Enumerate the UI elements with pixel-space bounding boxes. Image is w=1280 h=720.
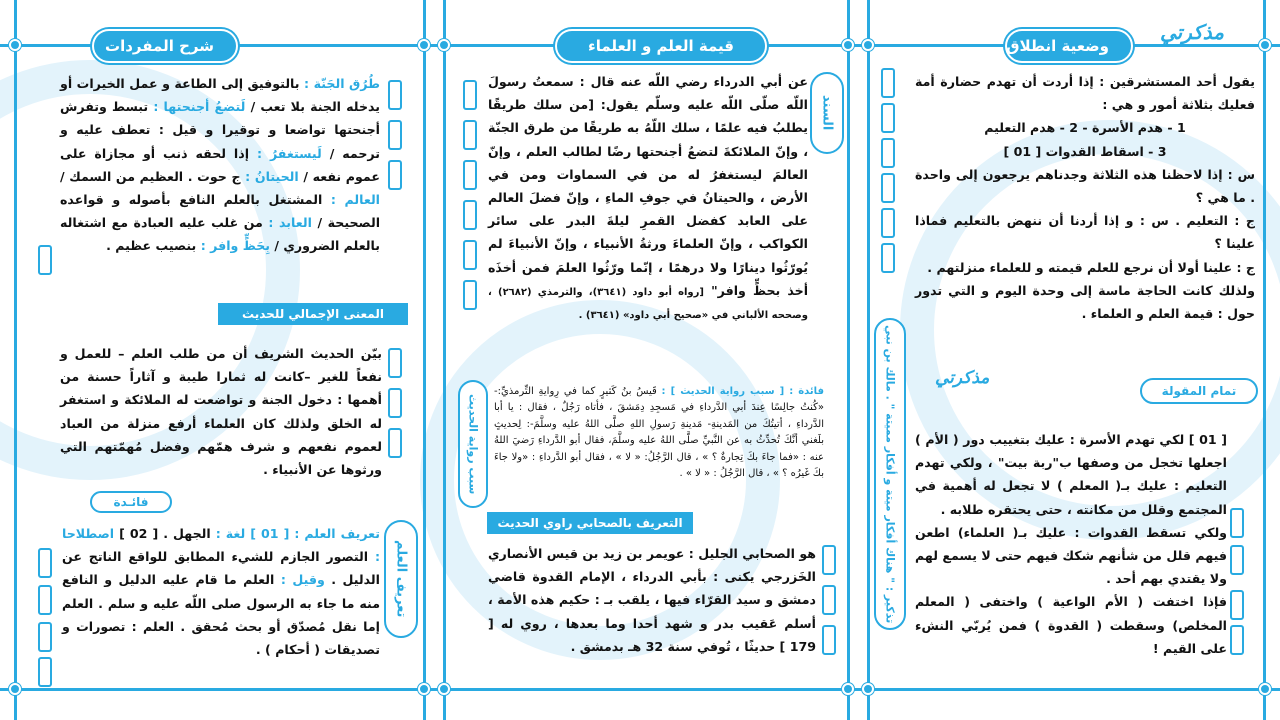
definition-side-label: تعريف العلم <box>384 520 418 638</box>
section-title-vocab: شرح المفردات <box>92 29 238 63</box>
margin-tab <box>1230 508 1244 538</box>
divider-left-2 <box>443 0 446 720</box>
margin-tab <box>822 585 836 615</box>
hadith-text <box>488 70 808 325</box>
knowledge-definition <box>62 522 380 661</box>
definition-lugha: الجهل . [ 02 ] <box>119 526 211 541</box>
quote-part: ولكي تسقط القدوات : عليك بـ( العلماء) اطعن فيهم قلل من شأنهم شكك فيهم حتى لا يسمع لهم ولا يقتدي بهم أحد . <box>915 524 1227 587</box>
frame-dot <box>9 683 21 695</box>
frame-dot <box>1259 683 1271 695</box>
margin-tab <box>881 68 895 98</box>
margin-tab <box>463 280 477 310</box>
margin-tab <box>388 388 402 418</box>
margin-tab <box>463 80 477 110</box>
bottom-rule <box>0 688 1280 691</box>
frame-dot <box>418 683 430 695</box>
margin-tab <box>1230 625 1244 655</box>
margin-tab <box>388 348 402 378</box>
quote-part: فإذا اختفت ( الأم الواعية ) واختفى ( المعلم المخلص) وسقطت ( القدوة ) فمن يُربّي النشء على القيم ! <box>915 594 1227 656</box>
margin-tab <box>463 160 477 190</box>
margin-tab <box>38 622 52 652</box>
vocab-word: العالم : <box>330 192 380 208</box>
vocab-word: طُرُق الجَنّة : <box>304 76 380 91</box>
sub-title-ijmal: المعنى الإجمالي للحديث <box>218 303 408 325</box>
vocab-word: بِحَظٍّ وافر : <box>200 238 271 254</box>
benefit-text: قَيسُ بنُ كَثيرٍ كما في رِوايةِ التِّرمذيِّ:- «كُنتُ جالِسًا عِندَ أبي الدَّرداءِ في مَسجِدِ دِمَشقَ ، فأتاه رَجُلٌ ، فقال : يا أبا الدَّرداءِ ، أتيتُكَ من المَدينةِ- مَدينةِ رَسولِ اللهِ صلَّى اللهُ عليه وسلَّمَ-: لِحديثٍ بلَغني أنَّكَ تُحدِّثُ به عن النَّبيِّ صلَّى اللهُ عليه وسلَّمَ، فقال أبو الدَّرداءِ رَضيَ اللهُ عنه : «فما جاءَ بكَ تِجارةٌ ؟ » ، قال الرَّجُلُ: « لا » ، فقال أبو الدَّرداءِ : «ولا جاءَ بكَ غَيرُه ؟ » ، قال الرَّجُلُ : « لا » . <box>494 386 824 480</box>
definition-qil: العلم ما قام عليه الدليل و النافع منه ما جاء به الرسول صلى اللّه عليه و سلم . العلم إما نقل مُصدّق أو بحث مُحقق . العلم : تصورات و تصديقات ( أحكام ) . <box>62 572 380 658</box>
frame-dot <box>842 39 854 51</box>
definition-istilah: التصور الجازم للشيء المطابق للواقع الناتج عن الدليل . <box>62 549 380 588</box>
intro-answer: ج : علينا أولا أن نرجع للعلم قيمته و للعلماء منزلتهم . <box>927 259 1255 275</box>
border-right <box>1263 0 1266 720</box>
border-left <box>14 0 17 720</box>
margin-tab <box>463 240 477 270</box>
vocab-definition: من غلب عليه العبادة مع اشتغاله بالعلم الضروري / <box>60 215 380 254</box>
intro-list-item: 3 - اسقاط القدوات [ 01 ] <box>1003 143 1167 159</box>
section-title-intro: وضعية انطلاق <box>1005 29 1133 63</box>
margin-tab <box>463 120 477 150</box>
divider-left <box>423 0 426 720</box>
margin-tab <box>881 138 895 168</box>
margin-tab <box>38 657 52 687</box>
margin-tab <box>388 120 402 150</box>
margin-tab <box>38 245 52 275</box>
margin-tab <box>822 625 836 655</box>
overall-meaning: بيّن الحديث الشريف أن من طلب العلم – للعمل و نفعاً للغير –كانت له ثمارا طيبة و آثاراً حسنة من أهمها : دخول الجنة و تواضعت له الملائكة و استغفر له الخلق ولذلك كان العلماء أرفع منزلة من العباد لعموم نفعهم و شرف همّهم وفضل مُهمّتهم التي ورثوها عن الأنبياء . <box>60 346 382 478</box>
hadith-body: عن أبي الدرداء رضي اللّه عنه قال : سمعتُ رسولَ اللّه صلّى اللّه عليه وسلّم يقول: [من سلك طريقًا يطلبُ فيه علمًا ، سلك اللّهُ به طريقًا من طرق الجنّة ، وإنّ الملائكةَ لتضعُ أجنحتها رضًا لطالب العلم ، وإنّ العالمَ ليستغفرُ له من في السماوات ومن في الأرض ، والحيتانُ في جوفِ الماءِ ، وإنّ فضلَ العالم على العابد كفضل القمرِ ليلةَ البدر على سائر الكواكب ، وإنّ العلماءَ ورثةُ الأنبياء ، وإنّ الأنبياءَ لم يُورّثُوا دينارًا ولا درهمًا ، إنّما ورّثُوا العلمَ فمن أخذَه أخذ بحظٍّ وافر" <box>488 74 809 298</box>
frame-dot <box>418 39 430 51</box>
sahabi-bio: هو الصحابي الجليل : عويمر بن زيد بن قيس الأنصاري الخَزرجي يكنى : بأبي الدرداء ، الإمام القدوة قاضي دمشق و سيد القرّاء فيها ، يلقب بـ : حكيم هذه الأمة ، أسلم عَقيب بدر و شهد أحدا وما بعدها ، روي له [ 179 ] حديثًا ، تُوفي سنة 32 هـ بدمشق . <box>488 546 816 654</box>
divider-right-2 <box>867 0 870 720</box>
hadith-reference: [رواه أبو داود (٣٦٤١)، والترمذي (٢٦٨٢) ، وصححه الألباني في «صحيح أبي داود» (٣٦٤١) . <box>488 286 808 322</box>
intro-paragraph: يقول أحد المستشرقين : إذا أردت أن تهدم حضارة أمة فعليك بثلاثة أمور و هي : <box>915 74 1255 113</box>
reminder-side-label: تذكير : " هناك أفكار ميتة و أفكار مميتة " . مالك بن نبي <box>874 318 906 630</box>
frame-dot <box>1259 39 1271 51</box>
margin-tab <box>881 243 895 273</box>
intro-text <box>915 70 1255 325</box>
sanad-side-label: السند <box>810 72 844 154</box>
vocab-definition: بنصيب عظيم . <box>106 238 197 254</box>
margin-tab <box>881 173 895 203</box>
margin-tab <box>881 208 895 238</box>
definition-heading: تعريف العلم : <box>294 526 381 541</box>
quote-part: [ 01 ] لكي تهدم الأسرة : عليك بتغييب دور ( الأم ) اجعلها تخجل من وصفها ب"ربة بيت" ، ولكي تهدم التعليم : عليك بـ( المعلم ) لا تجعل له أهمية في المجتمع وقلل من مكانته ، حتى يحتقره طلابه . <box>915 432 1227 517</box>
quote-completion <box>915 428 1227 660</box>
margin-tab <box>388 80 402 110</box>
vocab-word: الحيتانُ : <box>245 168 299 184</box>
margin-tab <box>38 585 52 615</box>
benefit-label: فائدة : [ سبب رواية الحديث ] : <box>661 386 824 397</box>
vocab-definition: ج حوت . العظيم من السمك / <box>60 168 241 184</box>
frame-dot <box>438 683 450 695</box>
intro-answer: ج : التعليم . س : و إذا أردنا أن ننهض بالتعليم فماذا علينا ؟ <box>915 213 1255 252</box>
vocab-word: العابد : <box>268 215 312 231</box>
margin-tab <box>388 160 402 190</box>
frame-dot <box>842 683 854 695</box>
margin-tab <box>38 548 52 578</box>
margin-tab <box>388 428 402 458</box>
margin-tab <box>1230 590 1244 620</box>
sabab-side-label: سبب رواية الحديث <box>458 380 488 508</box>
intro-question: س : إذا لاحظنا هذه الثلاثة وجدناهم يرجعون إلى واحدة . ما هي ؟ <box>915 166 1255 206</box>
section-title-value: قيمة العلم و العلماء <box>555 29 767 63</box>
vocab-word: لَيستغفرُ : <box>256 145 322 161</box>
frame-dot <box>862 683 874 695</box>
sub-title-complete: تمام المقولة <box>1140 378 1258 404</box>
margin-tab <box>881 103 895 133</box>
logo: مذكرتي <box>1160 20 1225 44</box>
frame-dot <box>862 39 874 51</box>
definition-lugha-label: [ 01 ] لغة : <box>215 526 290 541</box>
margin-tab <box>822 545 836 575</box>
logo: مذكرتي <box>935 368 990 388</box>
benefit-box <box>494 384 824 512</box>
benefit-pill: فائـدة <box>90 491 172 513</box>
margin-tab <box>1230 545 1244 575</box>
definition-istilah-label: اصطلاحا : <box>62 526 380 565</box>
frame-dot <box>438 39 450 51</box>
vocab-definition: تبسط وتفرش أجنحتها تواضعا و توقيرا و قيل : تعطف عليه و ترحمه / <box>60 99 380 161</box>
sub-title-sahabi: التعريف بالصحابي راوي الحديث <box>487 512 693 534</box>
divider-right <box>847 0 850 720</box>
intro-list-item: 1 - هدم الأسرة - 2 - هدم التعليم <box>984 120 1186 136</box>
vocab-word: لَتضعُ أجنحتها : <box>153 99 246 115</box>
margin-tab <box>463 200 477 230</box>
vocab-definition: المشتغل بالعلم النافع بأصوله و قواعده الصحيحة / <box>60 192 381 231</box>
intro-conclusion: ولذلك كانت الحاجة ماسة إلى وحدة اليوم و التي تدور حول : قيمة العلم و العلماء . <box>915 282 1255 322</box>
vocab-definition: بالتوفيق إلى الطاعة و عمل الخيرات أو يدخله الجنة بلا تعب / <box>60 76 381 115</box>
definition-qil-label: وقيل : <box>280 572 325 588</box>
vocab-text <box>60 72 380 258</box>
frame-dot <box>9 39 21 51</box>
vocab-definition: إذا لحقه ذنب أو مجازاة على عموم نفعه / <box>60 145 380 184</box>
